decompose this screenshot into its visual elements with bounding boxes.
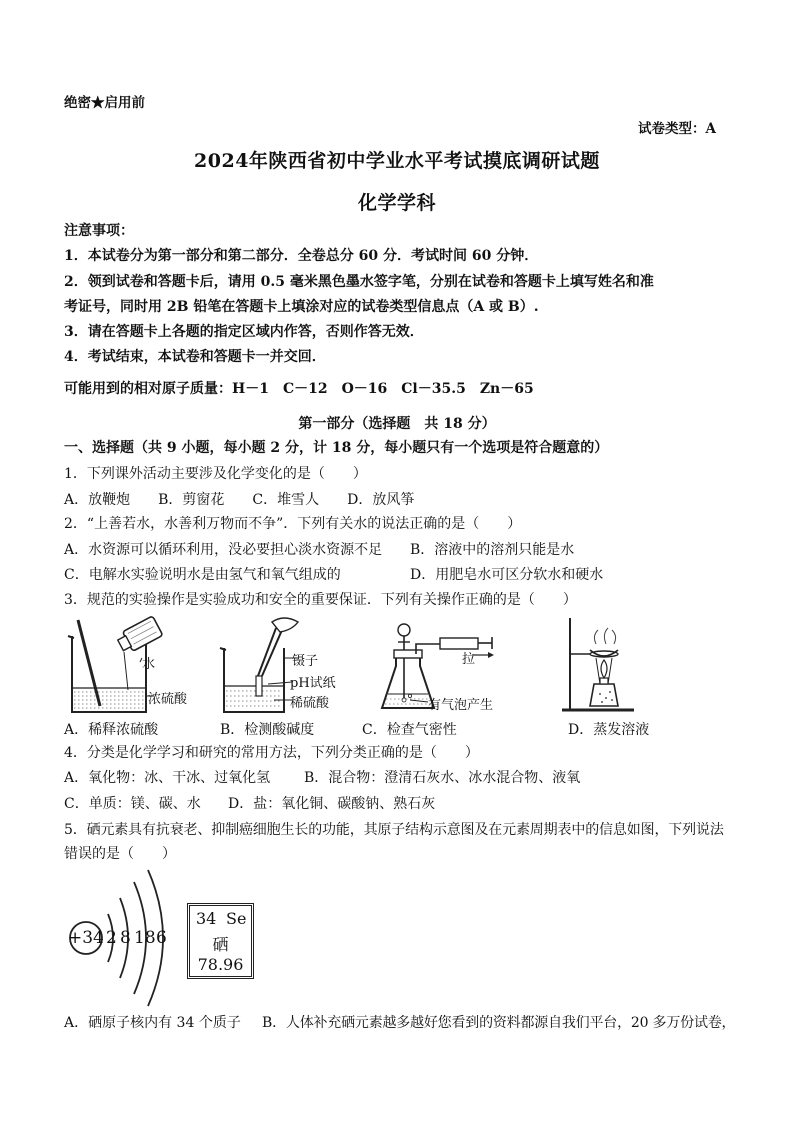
q3-figure-d	[560, 614, 636, 716]
element-symbol: Se	[226, 909, 247, 928]
q5-stem: 5．硒元素具有抗衰老、抑制癌细胞生长的功能，其原子结构示意图及在元素周期表中的信息如图，下列说法	[64, 822, 724, 838]
notice-item: 1．本试卷分为第一部分和第二部分．全卷总分 60 分．考试时间 60 分钟．	[64, 248, 539, 264]
atomic-masses: 可能用到的相对原子质量：H－1 C－12 O－16 Cl－35.5 Zn－65	[64, 381, 534, 397]
atom-shell-3: 18	[134, 928, 156, 948]
q2-stem: 2．“上善若水，水善利万物而不争”．下列有关水的说法正确的是（ ）	[64, 516, 522, 532]
notice-item: 考证号，同时用 2B 铅笔在答题卡上填涂对应的试卷类型信息点（A 或 B）.	[64, 299, 539, 315]
q3-stem: 3．规范的实验操作是实验成功和安全的重要保证．下列有关操作正确的是（ ）	[64, 592, 577, 608]
atom-shell-4: 6	[156, 928, 167, 948]
q4-option-a: A．氧化物：冰、干冰、过氧化氢	[64, 770, 271, 786]
q3c-caption: C．检查气密性	[362, 722, 457, 738]
q3b-label-tweezers: 镊子	[292, 654, 319, 669]
secret-label: 绝密★启用前	[64, 95, 145, 111]
part1-heading: 第一部分（选择题 共 18 分）	[298, 416, 496, 432]
q3b-caption: B．检测酸碱度	[220, 722, 315, 738]
page-title: 2024年陕西省初中学业水平考试摸底调研试题	[194, 150, 600, 172]
q2-option-a: A．水资源可以循环利用，没必要担心淡水资源不足	[64, 542, 383, 558]
element-mass: 78.96	[197, 955, 244, 974]
subject-title: 化学学科	[357, 192, 436, 214]
notice-heading: 注意事项：	[64, 223, 134, 239]
q2-option-d: D．用肥皂水可区分软水和硬水	[410, 567, 604, 583]
section-heading: 一、选择题（共 9 小题，每小题 2 分，计 18 分，每小题只有一个选项是符合题意的）	[64, 440, 609, 456]
q3a-label-acid: 浓硫酸	[148, 692, 188, 707]
q5-element-tile	[187, 903, 254, 979]
q4-stem: 4．分类是化学学习和研究的常用方法，下列分类正确的是（ ）	[64, 745, 479, 761]
paper-type: 试卷类型：A	[638, 121, 716, 137]
atom-nucleus: +34	[68, 928, 104, 948]
q3c-label-bubbles: 有气泡产生	[428, 698, 494, 713]
q3a-label-water: 水	[142, 657, 156, 672]
q2-option-c: C．电解水实验说明水是由氢气和氧气组成的	[64, 567, 341, 583]
q3a-caption: A．稀释浓硫酸	[64, 722, 159, 738]
q1-stem: 1．下列课外活动主要涉及化学变化的是（ ）	[64, 466, 367, 482]
atom-shell-1: 2	[106, 928, 117, 948]
q5-option-a: A．硒原子核内有 34 个质子	[64, 1015, 241, 1031]
element-number: 34	[196, 909, 217, 928]
q4-option-b: B．混合物：澄清石灰水、冰水混合物、液氧	[304, 770, 581, 786]
q4-option-d: D．盐：氧化铜、碳酸钠、熟石灰	[228, 796, 436, 812]
atom-shell-2: 8	[120, 928, 131, 948]
q3b-label-ph-paper: pH试纸	[290, 676, 336, 691]
q5-stem-cont: 错误的是（ ）	[64, 846, 176, 862]
q3d-caption: D．蒸发溶液	[568, 722, 650, 738]
q4-option-c: C．单质：镁、碳、水	[64, 796, 201, 812]
q5-option-b: B．人体补充硒元素越多越好您看到的资料都源自我们平台，20 多万份试卷，	[262, 1015, 736, 1031]
q3c-label-pull: 拉	[462, 652, 476, 667]
notice-item: 2．领到试卷和答题卡后，请用 0.5 毫米黑色墨水签字笔，分别在试卷和答题卡上填写姓名和准	[64, 274, 654, 290]
q2-option-b: B．溶液中的溶剂只能是水	[410, 542, 575, 558]
notice-item: 4．考试结束，本试卷和答题卡一并交回．	[64, 349, 326, 365]
q1-options: A．放鞭炮 B．剪窗花 C．堆雪人 D．放风筝	[64, 492, 415, 508]
q5-atom-diagram	[64, 868, 186, 1008]
notice-item: 3．请在答题卡上各题的指定区域内作答，否则作答无效．	[64, 324, 424, 340]
q3b-label-acid: 稀硫酸	[290, 696, 330, 711]
element-name: 硒	[212, 935, 229, 954]
